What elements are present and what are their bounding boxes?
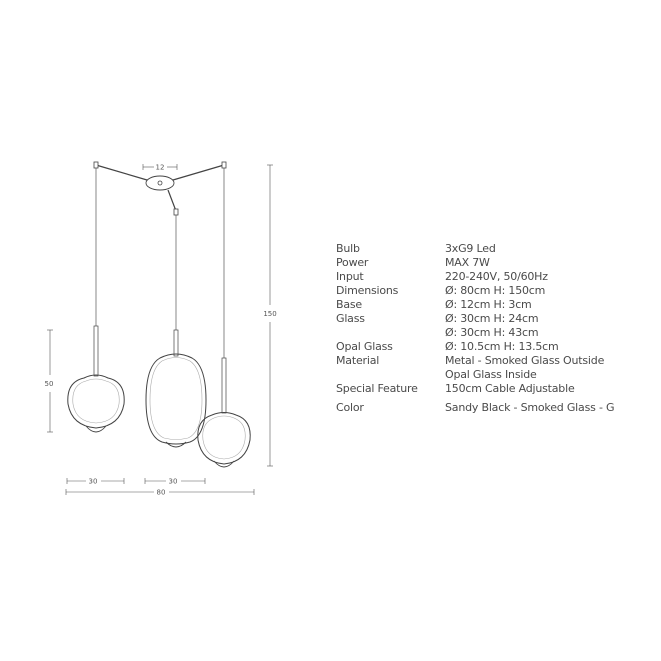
left-arm-end [94, 162, 98, 168]
total-height-label: 150 [263, 310, 277, 318]
spec-value: Ø: 30cm H: 43cm [445, 326, 539, 339]
spec-label: Color [336, 401, 364, 414]
spec-value: Sandy Black - Smoked Glass - G [445, 401, 615, 414]
spec-label: Dimensions [336, 284, 399, 297]
spec-label: Opal Glass [336, 340, 393, 353]
spec-label: Input [336, 270, 364, 283]
cables [96, 168, 224, 358]
width-middle-label: 30 [168, 477, 178, 486]
spec-label: Material [336, 354, 380, 367]
left-pendant [68, 326, 124, 432]
spec-value: 150cm Cable Adjustable [445, 382, 575, 395]
spec-label: Base [336, 298, 362, 311]
top-width-label: 12 [155, 163, 165, 172]
spec-value: Opal Glass Inside [445, 368, 537, 381]
spec-value: Ø: 12cm H: 3cm [445, 298, 532, 311]
spec-label: Special Feature [336, 382, 418, 395]
spec-value: Ø: 30cm H: 24cm [445, 312, 539, 325]
spec-value: Metal - Smoked Glass Outside [445, 354, 605, 367]
spec-value: MAX 7W [445, 256, 490, 269]
spec-label: Power [336, 256, 369, 269]
width-left-label: 30 [88, 477, 98, 486]
spec-value: 220-240V, 50/60Hz [445, 270, 548, 283]
spec-label: Glass [336, 312, 365, 325]
shade-drop-label: 50 [44, 380, 54, 388]
ceiling-base [146, 176, 174, 190]
spec-value: Ø: 10.5cm H: 13.5cm [445, 340, 559, 353]
right-arm-end [222, 162, 226, 168]
spec-label: Bulb [336, 242, 360, 255]
spec-value: Ø: 80cm H: 150cm [445, 284, 546, 297]
middle-arm-end [174, 209, 178, 215]
spec-value: 3xG9 Led [445, 242, 496, 255]
middle-pendant [146, 330, 206, 447]
total-width-label: 80 [156, 488, 166, 497]
